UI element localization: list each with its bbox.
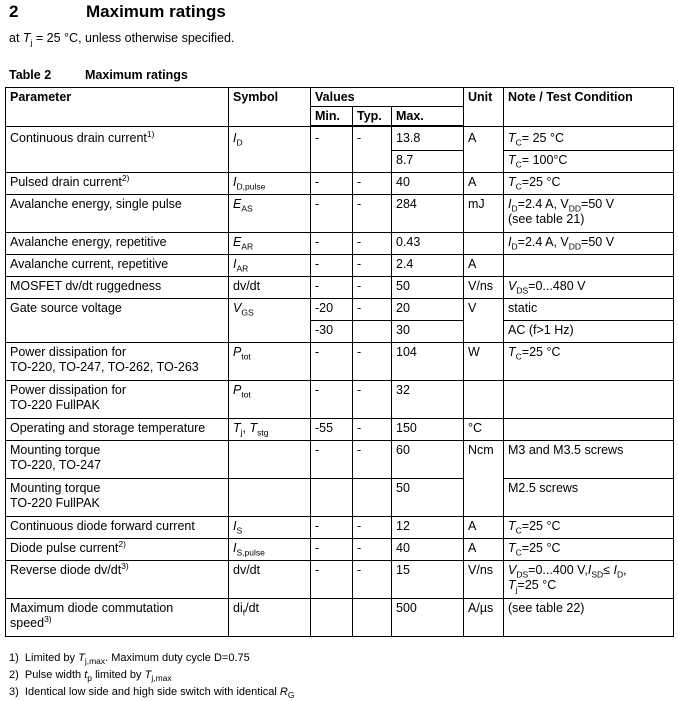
typ-cell [353,321,392,343]
symbol-cell: $I_{S,pulse}$ [229,539,311,561]
note-cell: $T_C=25$ °C [504,343,674,381]
typ-cell: - [353,517,392,539]
unit-cell [464,381,504,419]
typ-cell: - [353,195,392,233]
note-cell: M3 and M3.5 screws [504,441,674,479]
typ-cell: - [353,441,392,479]
min-cell: -30 [311,321,353,343]
note-cell: (see table 22) [504,599,674,637]
min-cell: -20 [311,299,353,321]
min-cell: - [311,343,353,381]
max-cell: 32 [392,381,464,419]
unit-cell: mJ [464,195,504,233]
symbol-cell: $P_{tot}$ [229,381,311,419]
table-row [6,255,674,277]
max-cell: 30 [392,321,464,343]
min-cell: - [311,173,353,195]
param-cell: Continuous drain current$^{1)}$ [6,126,229,173]
note-cell: M2.5 screws [504,479,674,517]
unit-cell: V/ns [464,561,504,599]
max-cell: 13.8 [392,126,464,151]
max-cell: 284 [392,195,464,233]
table-row [6,561,674,599]
footnote-3: 3) Identical low side and high side switch with identical $R_G$ [9,686,295,701]
table-row [6,173,674,195]
max-cell: 2.4 [392,255,464,277]
section-number: 2 [9,2,19,21]
param-cell: Operating and storage temperature [6,419,229,441]
param-cell: Continuous diode forward current [6,517,229,539]
unit-cell: A [464,126,504,173]
note-cell: AC (f>1 Hz) [504,321,674,343]
footnotes [9,650,294,701]
max-cell: 50 [392,277,464,299]
note-cell: $V_{DS}=0...480$ V [504,277,674,299]
param-cell: Power dissipation for TO-220 FullPAK [6,381,229,419]
note-cell [504,255,674,277]
symbol-cell: $I_D$ [229,126,311,173]
table-row [6,441,674,479]
symbol-cell: $di_f/dt$ [229,599,311,637]
table-row [6,343,674,381]
header-symbol: Symbol [229,88,311,127]
unit-cell [464,233,504,255]
header-max: Max. [392,107,464,127]
note-cell: $I_D=2.4$ A, $V_{DD}=50$ V [504,233,674,255]
max-cell: 12 [392,517,464,539]
max-cell: 60 [392,441,464,479]
symbol-cell [229,479,311,517]
note-cell: $T_C=25$ °C [504,517,674,539]
typ-cell: - [353,173,392,195]
conditions-note: at $T_j = 25$ °C, unless otherwise specified. [9,31,235,48]
table-title: Maximum ratings [85,68,188,82]
table-caption [9,68,188,82]
symbol-cell: $V_{GS}$ [229,299,311,343]
min-cell: - [311,561,353,599]
symbol-cell: $I_{D,pulse}$ [229,173,311,195]
param-cell: Avalanche current, repetitive [6,255,229,277]
max-cell: 50 [392,479,464,517]
min-cell: - [311,381,353,419]
typ-cell: - [353,419,392,441]
param-cell: Reverse diode $dv/dt^{3)}$ [6,561,229,599]
unit-cell: V/ns [464,277,504,299]
unit-cell: A [464,517,504,539]
table-row [6,277,674,299]
param-cell: Mounting torque TO-220, TO-247 [6,441,229,479]
min-cell [311,479,353,517]
min-cell: - [311,195,353,233]
param-cell: Avalanche energy, single pulse [6,195,229,233]
header-values: Values [311,88,464,107]
table-row [6,599,674,637]
header-unit: Unit [464,88,504,127]
symbol-cell: $E_{AR}$ [229,233,311,255]
unit-cell: °C [464,419,504,441]
unit-cell: Ncm [464,441,504,517]
min-cell: - [311,517,353,539]
note-cell: $T_C=25$ °C [504,173,674,195]
max-cell: 40 [392,539,464,561]
typ-cell: - [353,126,392,173]
symbol-cell: $T_j$, $T_{stg}$ [229,419,311,441]
note-cell: static [504,299,674,321]
table-row [6,517,674,539]
note-cell [504,419,674,441]
typ-cell: - [353,299,392,321]
min-cell: - [311,255,353,277]
section-title: Maximum ratings [86,2,226,21]
table-row [6,539,674,561]
typ-cell: - [353,561,392,599]
typ-cell: - [353,277,392,299]
param-cell: Pulsed drain current$^{2)}$ [6,173,229,195]
typ-cell: - [353,255,392,277]
max-cell: 0.43 [392,233,464,255]
note-cell [504,381,674,419]
symbol-cell: dv/dt [229,561,311,599]
max-cell: 500 [392,599,464,637]
table-row [6,195,674,233]
typ-cell [353,479,392,517]
footnote-1: 1) Limited by $T_{j,max}$. Maximum duty cycle D=0.75 [9,652,250,667]
header-typ: Typ. [353,107,392,127]
note-cell: $T_C= 100^\circ C$ [504,151,674,173]
param-cell: MOSFET dv/dt ruggedness [6,277,229,299]
header-parameter: Parameter [6,88,229,127]
maximum-ratings-table [5,87,674,637]
header-min: Min. [311,107,353,127]
unit-cell: A [464,539,504,561]
max-cell: 150 [392,419,464,441]
symbol-cell [229,441,311,479]
typ-cell: - [353,343,392,381]
unit-cell: V [464,299,504,343]
typ-cell: - [353,381,392,419]
table-row [6,381,674,419]
min-cell [311,599,353,637]
note-cell: $T_C=25$ °C [504,539,674,561]
unit-cell: W [464,343,504,381]
header-row [6,88,674,107]
param-cell: Diode pulse current$^{2)}$ [6,539,229,561]
min-cell: - [311,233,353,255]
note-cell: $T_C= 25$ °C [504,126,674,151]
param-cell: Avalanche energy, repetitive [6,233,229,255]
table-label: Table 2 [9,68,52,82]
section-heading [9,2,226,22]
unit-cell: A [464,173,504,195]
symbol-cell: $I_S$ [229,517,311,539]
unit-cell: A/µs [464,599,504,637]
typ-cell [353,599,392,637]
header-note: Note / Test Condition [504,88,674,127]
table-row [6,479,674,517]
unit-cell: A [464,255,504,277]
min-cell: - [311,441,353,479]
max-cell: 40 [392,173,464,195]
symbol-cell: $I_{AR}$ [229,255,311,277]
note-cell: $I_D=2.4$ A, $V_{DD}=50$ V (see table 21) [504,195,674,233]
table-row [6,419,674,441]
symbol-cell: $E_{AS}$ [229,195,311,233]
max-cell: 104 [392,343,464,381]
param-cell: Power dissipation for TO-220, TO-247, TO-262, TO-263 [6,343,229,381]
max-cell: 15 [392,561,464,599]
min-cell: - [311,277,353,299]
min-cell: - [311,539,353,561]
symbol-cell: $P_{tot}$ [229,343,311,381]
max-cell: 8.7 [392,151,464,173]
param-cell: Maximum diode commutation speed$^{3)}$ [6,599,229,637]
footnote-2: 2) Pulse width $t_p$ limited by $T_{j,max}$ [9,669,172,684]
note-cell: $V_{DS}=0...400$ $V,I_{SD}\le I_D$, $T_j=25$ °C [504,561,674,599]
typ-cell: - [353,539,392,561]
max-cell: 20 [392,299,464,321]
min-cell: -55 [311,419,353,441]
min-cell: - [311,126,353,173]
table-row [6,126,674,151]
param-cell: Mounting torque TO-220 FullPAK [6,479,229,517]
typ-cell: - [353,233,392,255]
symbol-cell: dv/dt [229,277,311,299]
table-row [6,299,674,321]
table-row [6,233,674,255]
param-cell: Gate source voltage [6,299,229,343]
